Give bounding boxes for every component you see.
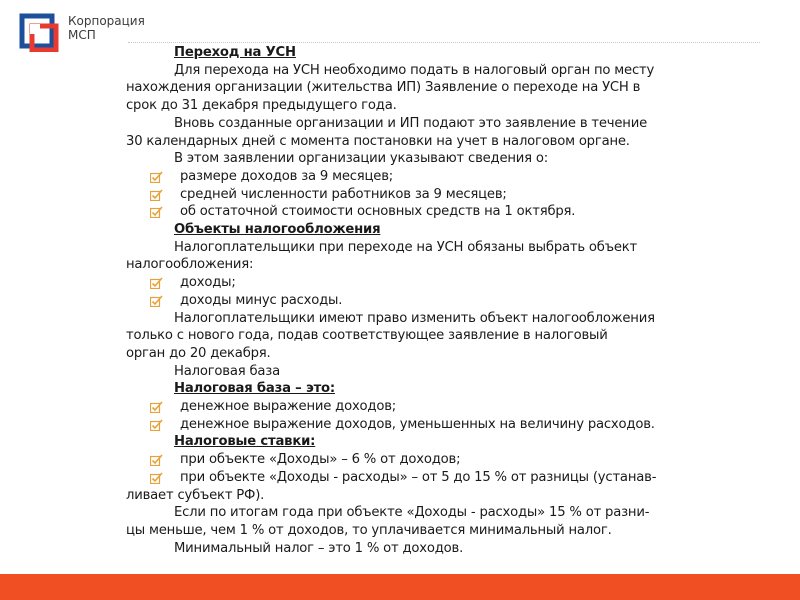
checkbox-checked-icon bbox=[150, 454, 163, 466]
text-line: 30 календарных дней с момента постановки на учет в налоговом органе. bbox=[126, 133, 630, 149]
list-item bbox=[126, 292, 756, 310]
list-item bbox=[126, 203, 756, 221]
list-item bbox=[126, 168, 756, 186]
text-line: срок до 31 декабря предыдущего года. bbox=[126, 98, 397, 114]
list-item-text: при объекте «Доходы» – 6 % от доходов; bbox=[180, 452, 461, 468]
checkbox-checked-icon bbox=[150, 401, 163, 413]
text-line: Налогоплательщики при переходе на УСН обязаны выбрать объект bbox=[174, 239, 638, 255]
list-item-text: денежное выражение доходов, уменьшенных на величину расходов. bbox=[180, 416, 655, 432]
list-item-text: денежное выражение доходов; bbox=[180, 399, 397, 415]
list-item bbox=[126, 451, 756, 469]
list-item bbox=[126, 186, 756, 204]
checkbox-checked-icon bbox=[150, 171, 163, 183]
text-line: Налогоплательщики имеют право изменить объект налогообложения bbox=[174, 310, 655, 326]
brand-line-1: Корпорация bbox=[68, 14, 145, 28]
text-line: цы меньше, чем 1 % от доходов, то уплачивается минимальный налог. bbox=[126, 522, 612, 538]
text-line: ливает субъект РФ). bbox=[126, 487, 265, 503]
heading-tax-base: Налоговая база – это: bbox=[174, 381, 335, 397]
heading-tax-rates: Налоговые ставки: bbox=[174, 434, 316, 450]
checkbox-checked-icon bbox=[150, 419, 163, 431]
brand-name bbox=[68, 14, 145, 42]
text-line: Если по итогам года при объекте «Доходы - расходы» 15 % от разни- bbox=[174, 505, 650, 521]
checkbox-checked-icon bbox=[150, 472, 163, 484]
list-item bbox=[126, 398, 756, 416]
brand-line-2: МСП bbox=[68, 28, 96, 42]
text-line: Налоговая база bbox=[174, 363, 280, 379]
list-item-text: доходы; bbox=[180, 275, 236, 291]
checkbox-checked-icon bbox=[150, 206, 163, 218]
text-line: Для перехода на УСН необходимо подать в налоговый орган по месту bbox=[174, 62, 655, 78]
checkbox-checked-icon bbox=[150, 277, 163, 289]
list-item-text: при объекте «Доходы - расходы» – от 5 до 15 % от разницы (устанав- bbox=[180, 469, 657, 485]
text-line: только с нового года, подав соответствующее заявление в налоговый bbox=[126, 328, 608, 344]
footer-accent-bar bbox=[0, 574, 800, 600]
text-line: нахождения организации (жительства ИП) Заявление о переходе на УСН в bbox=[126, 80, 641, 96]
text-line: орган до 20 декабря. bbox=[126, 345, 271, 361]
list-item bbox=[126, 274, 756, 292]
list-item bbox=[126, 469, 756, 487]
text-line: Вновь созданные организации и ИП подают это заявление в течение bbox=[174, 115, 648, 131]
text-line: налогообложения: bbox=[126, 257, 254, 273]
list-item-text: доходы минус расходы. bbox=[180, 292, 343, 308]
checkbox-checked-icon bbox=[150, 295, 163, 307]
list-item-text: средней численности работников за 9 месяцев; bbox=[180, 186, 507, 202]
heading-taxation-objects: Объекты налогообложения bbox=[174, 222, 381, 238]
text-line: В этом заявлении организации указывают сведения о: bbox=[174, 151, 549, 167]
list-item-text: размере доходов за 9 месяцев; bbox=[180, 168, 394, 184]
heading-usn-transition: Переход на УСН bbox=[174, 45, 296, 60]
corporation-msp-logo-icon bbox=[16, 12, 60, 52]
header bbox=[0, 0, 800, 40]
document-body bbox=[126, 44, 756, 557]
header-divider bbox=[128, 42, 760, 43]
text-line: Минимальный налог – это 1 % от доходов. bbox=[174, 540, 464, 556]
list-item bbox=[126, 416, 756, 434]
checkbox-checked-icon bbox=[150, 189, 163, 201]
list-item-text: об остаточной стоимости основных средств на 1 октября. bbox=[180, 204, 576, 220]
